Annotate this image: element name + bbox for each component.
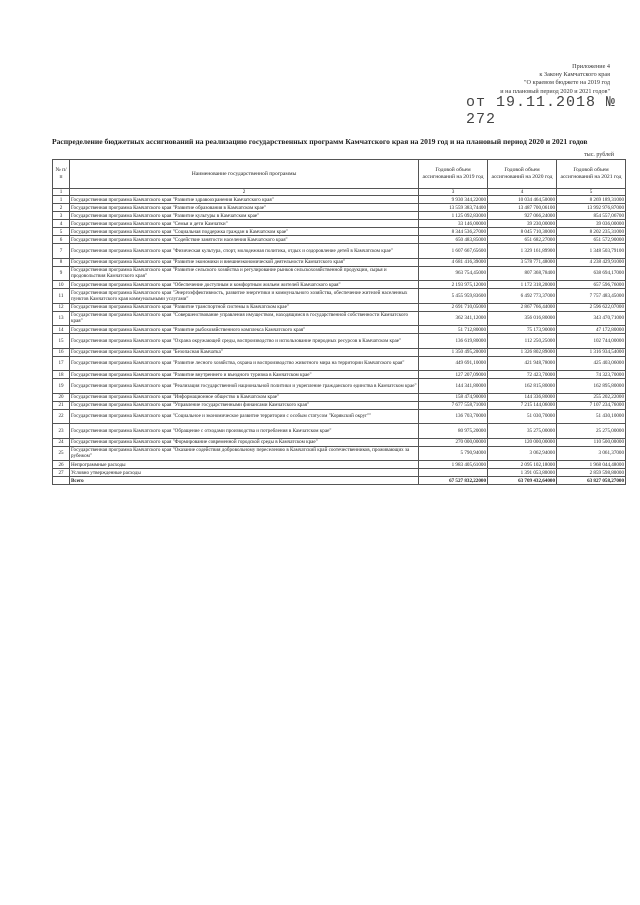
- value-2020: 1 326 802,89000: [488, 348, 557, 356]
- program-name: Государственная программа Камчатского края "Семья и дети Камчатки": [70, 220, 419, 228]
- program-name: Государственная программа Камчатского края "Развитие внутреннего и въездного туризма в Камчатском крае": [70, 371, 419, 379]
- row-number: 17: [53, 356, 70, 371]
- program-name: Государственная программа Камчатского края "Реализация государственной национальной политики и укрепление гражданского единства в Камчатском крае": [70, 379, 419, 394]
- row-number: 22: [53, 409, 70, 424]
- program-name: Государственная программа Камчатского края "Развитие лесного хозяйства, охрана и воспроизводство животного мира на территории Камчатского края": [70, 356, 419, 371]
- annex-note: [500, 63, 610, 96]
- value-2020: 8 045 710,30000: [488, 228, 557, 236]
- value-2021: 4 238 429,91000: [557, 258, 626, 266]
- value-2021: 7 757 483,45000: [557, 289, 626, 304]
- program-name: Государственная программа Камчатского края "Физическая культура, спорт, молодежная политика, отдых и оздоровление детей в Камчатском крае": [70, 244, 419, 259]
- value-2019: 2 193 975,12000: [419, 281, 488, 289]
- program-name: Государственная программа Камчатского края "Энергоэффективность, развитие энергетики и коммунального хозяйства, обеспечение жителей населенных пунктов Камчатского края коммунальными услугами": [70, 289, 419, 304]
- program-name: Условно утвержденные расходы: [70, 469, 419, 477]
- value-2020: 927 066,24000: [488, 212, 557, 220]
- program-name: Государственная программа Камчатского края "Развитие здравоохранения Камчатского края": [70, 196, 419, 204]
- table-body: [53, 196, 626, 477]
- column-index: 2: [70, 189, 419, 196]
- value-2020: 7 215 144,06000: [488, 401, 557, 409]
- program-name: Государственная программа Камчатского края "Охрана окружающей среды, воспроизводство и использование природных ресурсов в Камчатском крае": [70, 334, 419, 349]
- value-2021: 1 968 044,48000: [557, 461, 626, 469]
- value-2021: 638 694,17000: [557, 266, 626, 281]
- value-2020: 112 250,25000: [488, 334, 557, 349]
- header-no: № п/п: [53, 160, 70, 189]
- header-2021: Годовой объем ассигнований на 2021 год: [557, 160, 626, 189]
- value-2019: 1 607 667,65600: [419, 244, 488, 259]
- total-2020: 63 709 432,64000: [488, 477, 557, 485]
- row-number: 12: [53, 303, 70, 311]
- value-2020: 1 391 053,80000: [488, 469, 557, 477]
- value-2020: 3 578 771,48000: [488, 258, 557, 266]
- value-2021: 425 403,06000: [557, 356, 626, 371]
- table-row: [53, 424, 626, 439]
- program-name: Государственная программа Камчатского края "Оказание содействия добровольному переселению в Камчатский край соотечественников, проживающих за рубежом": [70, 446, 419, 461]
- program-name: Государственная программа Камчатского края "Развитие сельского хозяйства и регулирование рынков сельскохозяйственной продукции, сырья и продовольствия Камчатского края": [70, 266, 419, 281]
- value-2019: 270 000,00000: [419, 438, 488, 446]
- table-row: [53, 379, 626, 394]
- value-2021: 651 572,90000: [557, 236, 626, 244]
- row-number: 13: [53, 311, 70, 326]
- program-name: Непрограммные расходы: [70, 461, 419, 469]
- row-number: 21: [53, 401, 70, 409]
- column-index: 5: [557, 189, 626, 196]
- value-2020: 421 948,78000: [488, 356, 557, 371]
- table-row: [53, 356, 626, 371]
- row-number: 24: [53, 438, 70, 446]
- row-number: 15: [53, 334, 70, 349]
- value-2020: 6 492 773,37000: [488, 289, 557, 304]
- value-2021: 102 744,00000: [557, 334, 626, 349]
- value-2019: 650 483,85000: [419, 236, 488, 244]
- value-2021: 47 172,80000: [557, 326, 626, 334]
- table-header-row: [53, 160, 626, 189]
- value-2019: 51 712,80000: [419, 326, 488, 334]
- row-number: 11: [53, 289, 70, 304]
- program-name: Государственная программа Камчатского края "Безопасная Камчатка": [70, 348, 419, 356]
- program-name: Государственная программа Камчатского края "Обеспечение доступным и комфортным жильем жителей Камчатского края": [70, 281, 419, 289]
- total-2019: 67 527 832,22000: [419, 477, 488, 485]
- program-name: Государственная программа Камчатского края "Управление государственными финансами Камчатского края": [70, 401, 419, 409]
- header-name: Наименование государственной программы: [70, 160, 419, 189]
- row-number: 23: [53, 424, 70, 439]
- column-index-row: [53, 189, 626, 196]
- table-row: [53, 326, 626, 334]
- program-name: Государственная программа Камчатского края "Информационное общество в Камчатском крае": [70, 393, 419, 401]
- row-number: 25: [53, 446, 70, 461]
- total-2021: 63 827 058,27000: [557, 477, 626, 485]
- row-number: 1: [53, 196, 70, 204]
- value-2020: 75 173,90000: [488, 326, 557, 334]
- program-name: Государственная программа Камчатского края "Развитие образования в Камчатском крае": [70, 204, 419, 212]
- value-2021: 7 107 234,76000: [557, 401, 626, 409]
- value-2019: 33 146,00000: [419, 220, 488, 228]
- table-row: [53, 196, 626, 204]
- row-number: 7: [53, 244, 70, 259]
- table-row: [53, 446, 626, 461]
- annex-note-line: к Закону Камчатского края: [539, 71, 610, 79]
- value-2019: 963 754,45000: [419, 266, 488, 281]
- total-label: Всего: [70, 477, 419, 485]
- value-2019: 144 341,80000: [419, 379, 488, 394]
- table-row: [53, 228, 626, 236]
- header-2020: Годовой объем ассигнований на 2020 год: [488, 160, 557, 189]
- value-2020: 35 275,00000: [488, 424, 557, 439]
- total-row: [53, 477, 626, 485]
- row-number: 2: [53, 204, 70, 212]
- budget-table: [52, 159, 626, 485]
- header-2019: Годовой объем ассигнований на 2019 год: [419, 160, 488, 189]
- value-2020: 651 682,27000: [488, 236, 557, 244]
- row-number: 14: [53, 326, 70, 334]
- value-2021: 74 323,70000: [557, 371, 626, 379]
- value-2019: [419, 469, 488, 477]
- value-2021: 343 470,71000: [557, 311, 626, 326]
- value-2019: 4 681 416,39000: [419, 258, 488, 266]
- value-2019: 362 341,12000: [419, 311, 488, 326]
- row-number: 6: [53, 236, 70, 244]
- row-number: 19: [53, 379, 70, 394]
- value-2021: 51 430,10000: [557, 409, 626, 424]
- table-row: [53, 469, 626, 477]
- value-2019: 5 455 959,83600: [419, 289, 488, 304]
- table-row: [53, 258, 626, 266]
- value-2019: 80 975,20000: [419, 424, 488, 439]
- annex-note-line: Приложение 4: [572, 63, 610, 70]
- column-index: 1: [53, 189, 70, 196]
- value-2020: 356 016,80000: [488, 311, 557, 326]
- table-row: [53, 204, 626, 212]
- value-2021: 657 596,76000: [557, 281, 626, 289]
- value-2020: 1 172 318,20000: [488, 281, 557, 289]
- table-row: [53, 289, 626, 304]
- value-2019: 127 207,09000: [419, 371, 488, 379]
- value-2019: 449 691,10000: [419, 356, 488, 371]
- value-2019: 158 474,90000: [419, 393, 488, 401]
- table-row: [53, 461, 626, 469]
- value-2019: 1 350 495,20000: [419, 348, 488, 356]
- value-2021: 3 061,37000: [557, 446, 626, 461]
- value-2019: 13 559 383,74400: [419, 204, 488, 212]
- row-number: 8: [53, 258, 70, 266]
- row-number: 18: [53, 371, 70, 379]
- table-row: [53, 393, 626, 401]
- table-row: [53, 212, 626, 220]
- value-2021: 162 895,80000: [557, 379, 626, 394]
- program-name: Государственная программа Камчатского края "Социальная поддержка граждан в Камчатском крае": [70, 228, 419, 236]
- row-number: 3: [53, 212, 70, 220]
- table-row: [53, 281, 626, 289]
- row-number: 9: [53, 266, 70, 281]
- value-2020: 144 336,80000: [488, 393, 557, 401]
- units-label: тыс. рублей: [584, 152, 614, 158]
- row-number: 5: [53, 228, 70, 236]
- program-name: Государственная программа Камчатского края "Развитие рыбохозяйственного комплекса Камчатского края": [70, 326, 419, 334]
- value-2020: 807 368,78400: [488, 266, 557, 281]
- program-name: Государственная программа Камчатского края "Содействие занятости населения Камчатского края": [70, 236, 419, 244]
- value-2020: 1 329 161,89900: [488, 244, 557, 259]
- value-2019: 8 344 536,27000: [419, 228, 488, 236]
- table-row: [53, 303, 626, 311]
- value-2021: 13 992 976,87000: [557, 204, 626, 212]
- value-2021: 110 500,00000: [557, 438, 626, 446]
- value-2021: 255 202,22000: [557, 393, 626, 401]
- program-name: Государственная программа Камчатского края "Развитие транспортной системы в Камчатском крае": [70, 303, 419, 311]
- value-2020: 72 423,70000: [488, 371, 557, 379]
- value-2020: 120 000,00000: [488, 438, 557, 446]
- value-2019: 5 790,94000: [419, 446, 488, 461]
- row-number: 20: [53, 393, 70, 401]
- value-2019: 2 691 710,05000: [419, 303, 488, 311]
- value-2019: 1 125 092,83000: [419, 212, 488, 220]
- value-2019: 9 930 344,22000: [419, 196, 488, 204]
- value-2021: 39 036,00000: [557, 220, 626, 228]
- value-2021: 2 859 598,80000: [557, 469, 626, 477]
- row-number: 4: [53, 220, 70, 228]
- table-row: [53, 244, 626, 259]
- value-2021: 8 202 235,31000: [557, 228, 626, 236]
- value-2020: 3 062,94000: [488, 446, 557, 461]
- table-row: [53, 334, 626, 349]
- table-row: [53, 311, 626, 326]
- value-2019: 136 619,80000: [419, 334, 488, 349]
- program-name: Государственная программа Камчатского края "Совершенствование управления имуществом, находящимся в государственной собственности Камчатского края": [70, 311, 419, 326]
- program-name: Государственная программа Камчатского края "Развитие культуры в Камчатском крае": [70, 212, 419, 220]
- value-2019: 7 677 558,71000: [419, 401, 488, 409]
- annex-note-line: "О краевом бюджете на 2019 год: [524, 79, 610, 87]
- program-name: Государственная программа Камчатского края "Социальное и экономическое развитие территории с особым статусом "Корякский округ"": [70, 409, 419, 424]
- document-title: Распределение бюджетных ассигнований на реализацию государственных программ Камчатского края на 2019 год и на плановый период 2020 и 2021 годов: [52, 137, 588, 146]
- table-row: [53, 266, 626, 281]
- table-row: [53, 371, 626, 379]
- value-2021: 8 269 189,31000: [557, 196, 626, 204]
- value-2020: 2 867 766,44000: [488, 303, 557, 311]
- registration-stamp: от 19.11.2018 № 272: [466, 94, 617, 128]
- column-index: 4: [488, 189, 557, 196]
- value-2021: 1 348 503,79100: [557, 244, 626, 259]
- table-row: [53, 409, 626, 424]
- table-row: [53, 236, 626, 244]
- table-row: [53, 401, 626, 409]
- table-row: [53, 220, 626, 228]
- value-2020: 2 095 102,18000: [488, 461, 557, 469]
- column-index: 3: [419, 189, 488, 196]
- row-number: 16: [53, 348, 70, 356]
- value-2020: 13 487 700,06100: [488, 204, 557, 212]
- row-number: 10: [53, 281, 70, 289]
- program-name: Государственная программа Камчатского края "Обращение с отходами производства и потребления в Камчатском крае": [70, 424, 419, 439]
- program-name: Государственная программа Камчатского края "Развитие экономики и внешнеэкономической деятельности Камчатского края": [70, 258, 419, 266]
- value-2021: 854 557,06700: [557, 212, 626, 220]
- program-name: Государственная программа Камчатского края "Формирование современной городской среды в Камчатском крае": [70, 438, 419, 446]
- value-2020: 39 230,00000: [488, 220, 557, 228]
- total-no-cell: [53, 477, 70, 485]
- value-2019: 1 983 405,61000: [419, 461, 488, 469]
- table-row: [53, 348, 626, 356]
- value-2020: 51 030,70000: [488, 409, 557, 424]
- row-number: 27: [53, 469, 70, 477]
- value-2020: 10 034 464,50000: [488, 196, 557, 204]
- value-2021: 2 596 622,07000: [557, 303, 626, 311]
- row-number: 26: [53, 461, 70, 469]
- annex-note-line: и на плановый период 2020 и 2021 годов": [500, 87, 610, 95]
- value-2019: 136 703,70000: [419, 409, 488, 424]
- table-row: [53, 438, 626, 446]
- value-2021: 25 275,00000: [557, 424, 626, 439]
- value-2020: 162 815,80000: [488, 379, 557, 394]
- value-2021: 1 316 934,54000: [557, 348, 626, 356]
